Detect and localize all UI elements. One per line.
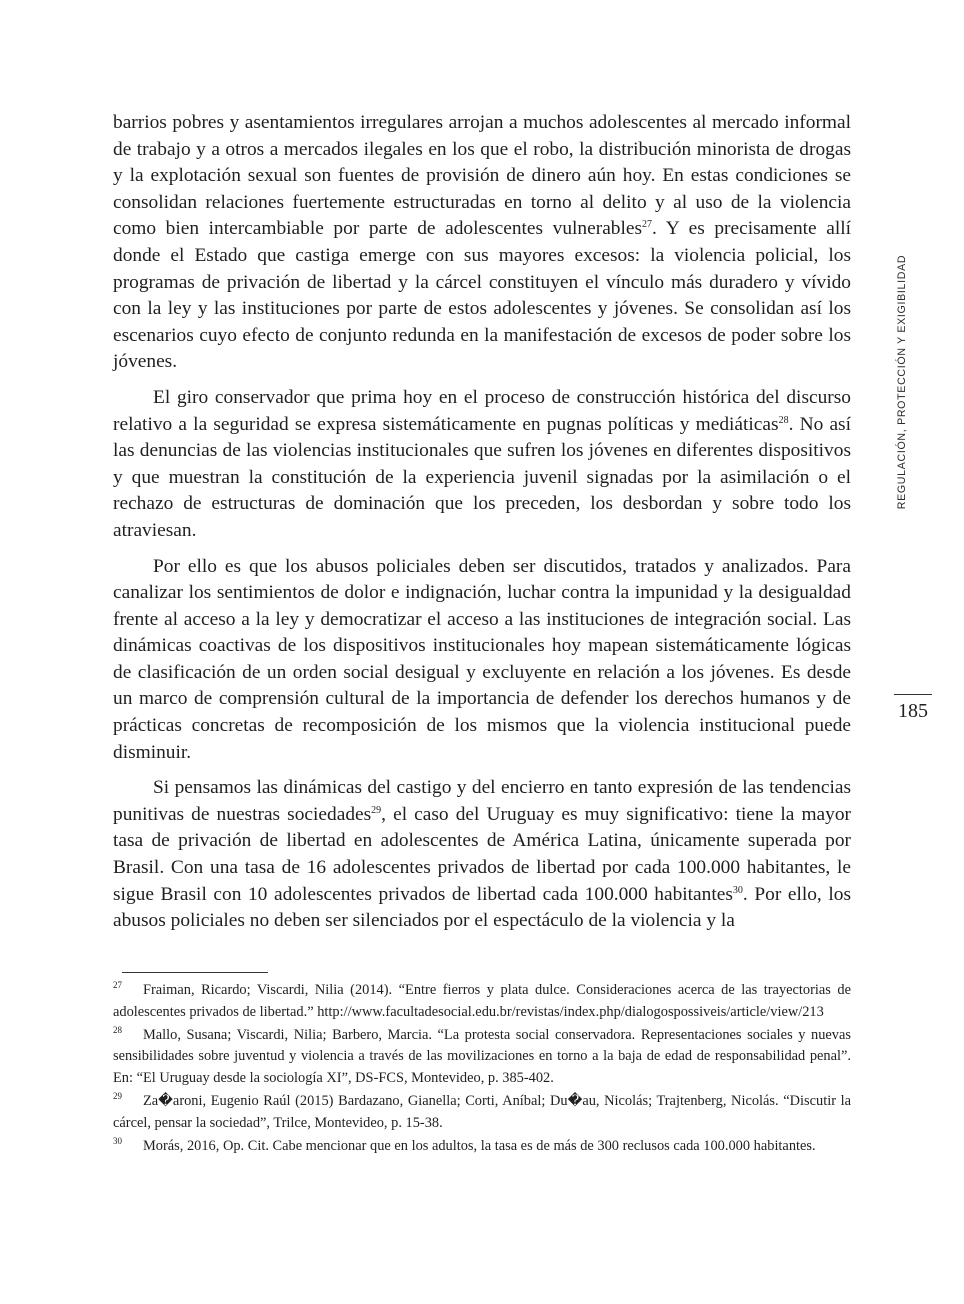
footnote-text: Mallo, Susana; Viscardi, Nilia; Barbero, Marcia. “La protesta social conservadora. Representaciones sociales y nuevas sensibilidades sobre juventud y violencia a través de las movilizaciones en torno a la baja de edad de responsabilidad penal”. En: “El Uruguay desde la sociología XI”, DS-FCS, Montevideo, p. 385-402. [113,1026,851,1087]
footnote-ref: 28 [778,414,789,426]
text-run: , el caso del Uruguay es muy significativo: tiene la mayor tasa de privación de libertad en adolescentes de América Latina, únicamente superada por Brasil. Con una tasa de 16 adolescentes privados de libertad por cada 100.000 habitantes, le sigue Brasil con 10 adolescentes privados de libertad cada 100.000 habitantes [113,803,851,905]
text-run: barrios pobres y asentamientos irregulares arrojan a muchos adolescentes al mercado informal de trabajo y a otros a mercados ilegales en los que el robo, la distribución minorista de drogas y la explotación sexual son fuentes de provisión de dinero aún hoy. En estas condiciones se consolidan relaciones fuertemente estructuradas en torno al delito y al uso de la violencia como bien intercambiable por parte de adolescentes vulnerables [113,112,851,240]
footnote-separator [122,972,268,973]
paragraph [113,110,851,376]
text-run: Por ello es que los abusos policiales deben ser discutidos, tratados y analizados. Para canalizar los sentimientos de dolor e indignación, luchar contra la impunidad y la desigualdad frente al acceso a la ley y democratizar el acceso a las instituciones de integración social. Las dinámicas coactivas de los dispositivos institucionales hoy mapean sistemáticamente lógicas de clasificación de un orden social desigual y excluyente en relación a los jóvenes. Es desde un marco de comprensión cultural de la importancia de defender los derechos humanos y de prácticas concretas de recomposición de los mismos que la violencia institucional puede disminuir. [113,555,851,763]
text-run: Si pensamos las dinámicas del castigo y del encierro en tanto expresión de las tendencias punitivas de nuestras sociedades [113,777,851,825]
footnote-text: Za�aroni, Eugenio Raúl (2015) Bardazano, Gianella; Corti, Aníbal; Du�au, Nicolás; Trajtenberg, Nicolás. “Discutir la cárcel, pensar la sociedad”, Trilce, Montevideo, p. 15-38. [113,1092,851,1131]
footnote: 27 Fraiman, Ricardo; Viscardi, Nilia (2014). “Entre fierros y plata dulce. Consideraciones acerca de las trayectorias de adolescentes privados de libertad.” http://www.facultadesocial.edu.br/revistas/index.php/dialogospossiveis/article/view/213 [113,980,851,1020]
text-run: . Y es precisamente allí donde el Estado que castiga emerge con sus mayores excesos: la violencia policial, los programas de privación de libertad y la cárcel constituyen el vínculo más duradero y vívido con la ley y las instituciones por parte de estos adolescentes y jóvenes. Se consolidan así los escenarios cuyo efecto de conjunto redunda en la manifestación de excesos de poder sobre los jóvenes. [113,218,852,373]
footnote: 28 Mallo, Susana; Viscardi, Nilia; Barbero, Marcia. “La protesta social conservadora. Representaciones sociales y nuevas sensibilidades sobre juventud y violencia a través de las movilizaciones en torno a la baja de edad de responsabilidad penal”. En: “El Uruguay desde la sociología XI”, DS-FCS, Montevideo, p. 385-402. [113,1024,851,1087]
footnote-text: Fraiman, Ricardo; Viscardi, Nilia (2014). “Entre fierros y plata dulce. Consideraciones acerca de las trayectorias de adolescentes privados de libertad.” http://www.facultadesocial.edu.br/revistas/index.php/dialogospossiveis/article/view/213 [113,982,851,1020]
body-text [113,110,851,944]
footnote-ref: 27 [642,219,653,231]
text-run: El giro conservador que prima hoy en el proceso de construcción histórica del discurso relativo a la seguridad se expresa sistemáticamente en pugnas políticas y mediáticas [113,386,851,435]
footnote-ref: 30 [732,884,743,896]
paragraph [113,385,851,545]
text-run: . No así las denuncias de las violencias institucionales que sufren los jóvenes en diferentes dispositivos y que muestran la constitución de la experiencia juvenil signadas por la asimilación o el rechazo de estructuras de dominación que los preceden, los desbordan y sobre todo los atraviesan. [113,413,851,541]
footnote-ref: 29 [371,804,382,816]
paragraph [113,554,851,767]
running-head: REGULACIÓN, PROTECCIÓN Y EXIGIBILIDAD [896,254,908,510]
paragraph [113,775,851,935]
footnotes [113,980,851,1158]
footnote: 30 Morás, 2016, Op. Cit. Cabe mencionar que en los adultos, la tasa es de más de 300 reclusos cada 100.000 habitantes. [113,1135,816,1154]
footnote-text: Morás, 2016, Op. Cit. Cabe mencionar que en los adultos, la tasa es de más de 300 reclusos cada 100.000 habitantes. [143,1137,816,1154]
text-run: . Por ello, los abusos policiales no deben ser silenciados por el espectáculo de la violencia y la [113,883,851,932]
page-number: 185 [898,700,928,722]
footnote: 29 Za�aroni, Eugenio Raúl (2015) Bardazano, Gianella; Corti, Aníbal; Du�au, Nicolás; Trajtenberg, Nicolás. “Discutir la cárcel, pensar la sociedad”, Trilce, Montevideo, p. 15-38. [113,1090,851,1131]
page-number-rule [894,694,932,695]
